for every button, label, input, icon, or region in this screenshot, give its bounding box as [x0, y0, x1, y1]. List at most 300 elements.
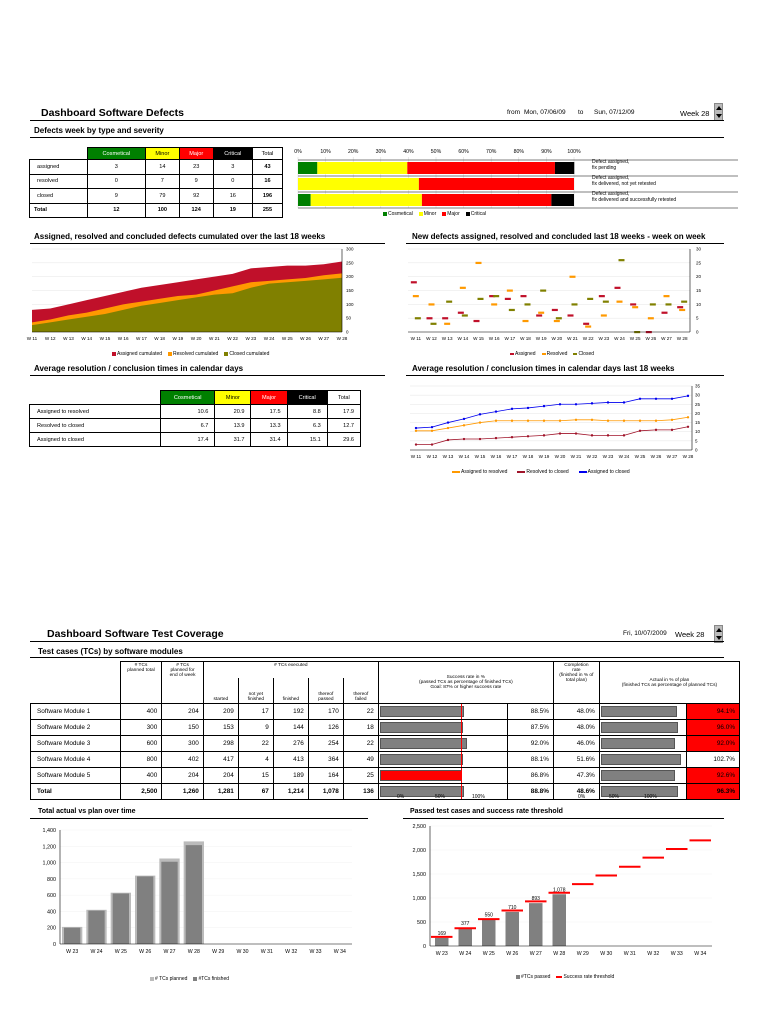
table-row: Software Module 3 600 300 298 22 276 254 22 92.0% 46.0% 92.0% — [31, 736, 740, 752]
bar-finished — [113, 894, 129, 944]
marker-assigned — [677, 306, 683, 308]
point — [463, 418, 465, 420]
defects-table — [29, 147, 283, 218]
point — [495, 410, 497, 412]
col-major: Major — [179, 148, 213, 160]
x-tick-label: W 14 — [81, 336, 93, 341]
avg-legend: Assigned to resolved Resolved to closed Assigned to closed — [452, 469, 636, 475]
x-tick-label: W 21 — [567, 336, 578, 341]
legend-actual-vs-plan: # TCs planned #TCs finished — [150, 976, 235, 982]
bar-passed — [506, 912, 520, 946]
note-assigned: Defect assigned, fix pending — [592, 159, 630, 171]
y-tick-label: 500 — [417, 920, 426, 926]
tick-label: 100% — [567, 149, 581, 155]
data-label: 169 — [437, 930, 446, 937]
point — [687, 426, 689, 428]
x-tick-label: W 17 — [506, 454, 518, 459]
table-row: Assigned to resolved 10.6 20.9 17.5 8.8 17.9 — [30, 405, 361, 419]
x-tick-label: W 11 — [410, 454, 422, 459]
pct-bar-major — [407, 162, 555, 174]
table-row: Software Module 2 300 150 153 9 144 126 18 87.5% 48.0% 96.0% — [31, 720, 740, 736]
point — [415, 427, 417, 429]
point — [543, 434, 545, 436]
marker-closed — [603, 301, 609, 303]
marker-assigned — [411, 281, 417, 283]
x-tick-label: W 25 — [482, 951, 495, 957]
table-row: closed 9 79 92 16 196 — [30, 189, 283, 204]
marker-closed — [431, 323, 437, 325]
section-avg-times: Average resolution / conclusion times in calendar days — [34, 364, 244, 373]
marker-closed — [415, 317, 421, 319]
table-row: Total 2,500 1,260 1,281 67 1,214 1,078 136 88.8% 48.6% 96.3% — [31, 784, 740, 800]
x-tick-label: W 23 — [598, 336, 610, 341]
y-tick-label: 250 — [346, 260, 354, 266]
y-tick-label: 20 — [696, 274, 702, 280]
marker-closed — [650, 303, 656, 305]
passed-threshold-chart — [400, 818, 718, 962]
y-tick-label: 50 — [346, 315, 352, 321]
marker-resolved — [444, 323, 450, 325]
week-on-week-chart — [400, 244, 718, 348]
section-week-on-week: New defects assigned, resolved and concluded last 18 weeks - week on week — [412, 232, 706, 241]
x-tick-label: W 30 — [236, 949, 249, 955]
marker-closed — [572, 303, 578, 305]
pct-bar-critical — [551, 194, 574, 206]
x-tick-label: W 24 — [263, 336, 275, 341]
x-tick-label: W 14 — [458, 454, 470, 459]
x-tick-label: W 25 — [629, 336, 641, 341]
x-tick-label: W 19 — [535, 336, 547, 341]
tick-label: 40% — [403, 149, 414, 155]
point — [575, 403, 577, 405]
x-tick-label: W 20 — [554, 454, 566, 459]
marker-assigned — [552, 309, 558, 311]
y-tick-label: 5 — [696, 315, 699, 321]
y-tick-label: 0 — [696, 329, 699, 335]
marker-resolved — [476, 262, 482, 264]
data-label: 377 — [461, 920, 470, 927]
avg-times-line-chart — [400, 380, 718, 462]
data-label: 550 — [484, 912, 493, 919]
x-tick-label: W 27 — [318, 336, 330, 341]
x-tick-label: W 20 — [551, 336, 563, 341]
avg-times-table: Cosmetical Minor Major Critical Total Assigned to resolved 10.6 20.9 17.5 8.8 17.9 Resolved to closed 6.7 13.9 13.3 6.3 12.7 Assigned to closed 17.4 31.7 31.4 15.1 29.6 — [29, 390, 361, 447]
y-tick-label: 20 — [695, 410, 701, 416]
x-tick-label: W 26 — [645, 336, 657, 341]
y-tick-label: 200 — [47, 925, 56, 932]
point — [447, 427, 449, 429]
point — [607, 401, 609, 403]
tick-label: 60% — [458, 149, 469, 155]
point — [591, 419, 593, 421]
point — [671, 429, 673, 431]
pct-bar-cosmetical — [298, 194, 311, 206]
success-bar — [378, 720, 507, 736]
point — [687, 395, 689, 397]
point — [687, 416, 689, 418]
x-tick-label: W 23 — [245, 336, 257, 341]
pct-bar-critical — [555, 162, 574, 174]
tick-label: 70% — [486, 149, 497, 155]
y-tick-label: 100 — [346, 301, 354, 307]
pct-bar-minor — [298, 178, 419, 190]
point — [495, 437, 497, 439]
point — [479, 413, 481, 415]
x-tick-label: W 29 — [212, 949, 225, 955]
actual-bar — [599, 752, 687, 768]
point — [639, 420, 641, 422]
x-tick-label: W 16 — [490, 454, 502, 459]
actual-axis-0: 0% — [578, 794, 586, 800]
marker-resolved — [632, 306, 638, 308]
col-total: Total — [252, 148, 282, 160]
x-tick-label: W 31 — [623, 951, 636, 957]
marker-closed — [540, 290, 546, 292]
point — [655, 398, 657, 400]
x-tick-label: W 15 — [474, 454, 486, 459]
x-tick-label: W 29 — [576, 951, 589, 957]
point — [607, 434, 609, 436]
y-tick-label: 15 — [696, 288, 702, 293]
x-tick-label: W 20 — [190, 336, 202, 341]
week-spinner[interactable] — [714, 103, 723, 121]
x-tick-label: W 27 — [661, 336, 672, 341]
y-tick-label: 25 — [695, 401, 701, 407]
x-tick-label: W 24 — [459, 951, 472, 957]
data-label: 893 — [531, 896, 540, 903]
col-critical: Critical — [213, 148, 252, 160]
y-tick-label: 2,000 — [412, 848, 426, 854]
x-tick-label: W 17 — [504, 336, 516, 341]
pct-bar-major — [422, 194, 551, 206]
section-defects-week: Defects week by type and severity — [34, 126, 164, 135]
point — [623, 434, 625, 436]
section-cumulated: Assigned, resolved and concluded defects cumulated over the last 18 weeks — [34, 232, 326, 241]
x-tick-label: W 23 — [66, 949, 79, 955]
point — [655, 420, 657, 422]
point — [479, 421, 481, 423]
marker-assigned — [662, 312, 668, 314]
marker-resolved — [601, 314, 607, 316]
defects-title: Dashboard Software Defects — [41, 107, 184, 119]
col-cosmetical: Cosmetical — [87, 148, 145, 160]
pct-bar-minor — [311, 194, 422, 206]
marker-assigned — [615, 287, 621, 289]
point — [655, 429, 657, 431]
point — [559, 420, 561, 422]
x-tick-label: W 27 — [666, 454, 678, 459]
point — [463, 438, 465, 440]
y-tick-label: 150 — [346, 288, 354, 293]
marker-assigned — [474, 320, 480, 322]
point — [543, 405, 545, 407]
y-tick-label: 1,000 — [42, 860, 56, 867]
x-tick-label: W 12 — [44, 336, 56, 341]
point — [623, 420, 625, 422]
y-tick-label: 1,400 — [42, 828, 56, 834]
tick-label: 10% — [320, 149, 331, 155]
actual-bar — [599, 768, 687, 784]
x-tick-label: W 21 — [570, 454, 582, 459]
actual-bar — [599, 704, 687, 720]
x-tick-label: W 21 — [208, 336, 220, 341]
y-tick-label: 0 — [53, 942, 56, 948]
x-tick-label: W 32 — [647, 951, 660, 957]
success-axis-50: 50% — [435, 794, 446, 800]
y-tick-label: 0 — [346, 329, 349, 335]
success-bar — [378, 768, 507, 784]
y-tick-label: 10 — [695, 429, 701, 435]
marker-closed — [462, 314, 468, 316]
point — [527, 435, 529, 437]
bar-finished — [64, 928, 80, 944]
x-tick-label: W 24 — [614, 336, 625, 341]
x-tick-label: W 33 — [670, 951, 683, 957]
actual-bar — [599, 736, 687, 752]
bar-passed — [435, 938, 449, 946]
bar-finished — [137, 876, 153, 944]
x-tick-label: W 15 — [473, 336, 484, 341]
section-avg-times-18w: Average resolution / conclusion times in calendar days last 18 weeks — [412, 364, 675, 373]
marker-assigned — [442, 317, 448, 319]
x-tick-label: W 26 — [650, 454, 662, 459]
x-tick-label: W 31 — [260, 949, 273, 955]
success-bar — [378, 704, 507, 720]
x-tick-label: W 34 — [333, 949, 346, 955]
marker-assigned — [458, 312, 464, 314]
coverage-date: Fri, 10/07/2009 — [623, 630, 667, 637]
x-tick-label: W 12 — [426, 454, 438, 459]
line-assigned-to-closed — [416, 396, 688, 428]
x-tick-label: W 16 — [488, 336, 500, 341]
marker-closed — [493, 295, 499, 297]
point — [479, 438, 481, 440]
bar-passed — [553, 894, 567, 946]
y-tick-label: 25 — [696, 260, 702, 266]
marker-closed — [666, 303, 672, 305]
marker-resolved — [554, 320, 560, 322]
y-tick-label: 1,500 — [412, 872, 426, 878]
marker-closed — [509, 309, 515, 311]
x-tick-label: W 22 — [582, 336, 594, 341]
table-row: Assigned to closed 17.4 31.7 31.4 15.1 29.6 — [30, 433, 361, 447]
point — [511, 420, 513, 422]
y-tick-label: 0 — [695, 447, 698, 453]
pct-bar-minor — [317, 162, 407, 174]
success-bar — [378, 752, 507, 768]
y-tick-label: 1,000 — [412, 896, 426, 902]
point — [431, 443, 433, 445]
x-tick-label: W 17 — [136, 336, 147, 341]
marker-closed — [446, 301, 452, 303]
table-row: Total 12 100 124 19 255 — [30, 203, 283, 218]
marker-closed — [681, 301, 687, 303]
x-tick-label: W 34 — [694, 951, 707, 957]
marker-assigned — [599, 295, 605, 297]
marker-assigned — [427, 317, 433, 319]
point — [671, 419, 673, 421]
marker-resolved — [507, 290, 513, 292]
severity-percent-chart — [288, 146, 740, 222]
coverage-table: # TCs planned total # TCs planned for end of week # TCs executed Success rate in % (passed TCs as percentage of finished TCs) Goal: 87% or higher success rate Completion rate (finished in % of total plan) Actual in % of plan (finished TCs as percentage of planned TCs) started not yet finished finished thereof passed thereof failed Software Module 1 400 204 209 17 192 170 22 88.5% 48.0% 94.1% Software Module 2 300 150 153 9 144 126 18 87.5% 48.0% 96.0% Software Module 3 600 300 298 22 276 254 22 92.0% 46.0% 92.0% Software Module 4 800 402 417 4 413 364 49 88.1% 51.6% 102.7% Software Module 5 400 204 204 15 189 164 25 86.8% 47.3% 92.6% Total 2,500 1,260 1,281 67 1,214 1,078 136 88.8% 48.6% 96.3% — [30, 661, 740, 800]
point — [511, 436, 513, 438]
marker-assigned — [630, 303, 636, 305]
marker-resolved — [664, 295, 670, 297]
y-tick-label: 800 — [47, 876, 56, 883]
x-tick-label: W 18 — [154, 336, 166, 341]
cumulated-area-chart — [20, 244, 360, 348]
section-actual-vs-plan: Total actual vs plan over time — [38, 808, 136, 815]
y-tick-label: 10 — [696, 301, 702, 307]
note-resolved: Defect assigned, fix delivered, not yet retested — [592, 175, 656, 187]
marker-assigned — [505, 298, 511, 300]
x-tick-label: W 26 — [300, 336, 311, 341]
wow-legend: Assigned Resolved Closed — [510, 351, 600, 357]
point — [447, 439, 449, 441]
y-tick-label: 200 — [346, 274, 354, 280]
table-row: Software Module 4 800 402 417 4 413 364 49 88.1% 51.6% 102.7% — [31, 752, 740, 768]
x-tick-label: W 14 — [457, 336, 469, 341]
x-tick-label: W 28 — [336, 336, 348, 341]
marker-assigned — [536, 314, 542, 316]
x-tick-label: W 18 — [520, 336, 531, 341]
x-tick-label: W 28 — [682, 454, 694, 459]
from-label: from — [507, 109, 520, 116]
x-tick-label: W 22 — [586, 454, 598, 459]
x-tick-label: W 18 — [522, 454, 534, 459]
x-tick-label: W 25 — [281, 336, 293, 341]
table-row: resolved 0 7 9 0 16 — [30, 174, 283, 189]
marker-closed — [525, 303, 531, 305]
to-date: Sun, 07/12/09 — [594, 109, 635, 116]
section-passed-threshold: Passed test cases and success rate threshold — [410, 808, 563, 815]
y-tick-label: 30 — [696, 246, 702, 252]
x-tick-label: W 28 — [187, 949, 200, 955]
point — [415, 430, 417, 432]
point — [527, 407, 529, 409]
point — [639, 430, 641, 432]
x-tick-label: W 24 — [90, 949, 103, 955]
x-tick-label: W 13 — [442, 454, 454, 459]
point — [431, 426, 433, 428]
point — [623, 401, 625, 403]
marker-closed — [587, 298, 593, 300]
point — [527, 420, 529, 422]
x-tick-label: W 33 — [309, 949, 322, 955]
point — [671, 398, 673, 400]
point — [463, 424, 465, 426]
actual-axis-50: 50% — [609, 794, 620, 800]
tick-label: 20% — [348, 149, 359, 155]
line-resolved-to-closed — [416, 427, 688, 445]
point — [607, 420, 609, 422]
note-closed: Defect assigned, fix delivered and successfully retested — [592, 191, 677, 203]
x-tick-label: W 26 — [139, 949, 152, 955]
marker-closed — [478, 298, 484, 300]
table-row: Software Module 1 400 204 209 17 192 170 22 88.5% 48.0% 94.1% — [31, 704, 740, 720]
cum-legend: Assigned cumulated Resolved cumulated Closed cumulated — [112, 351, 275, 357]
marker-resolved — [460, 287, 466, 289]
tick-label: 0% — [294, 149, 302, 155]
x-tick-label: W 25 — [114, 949, 127, 955]
x-tick-label: W 19 — [538, 454, 550, 459]
y-tick-label: 30 — [695, 392, 701, 398]
point — [591, 402, 593, 404]
y-tick-label: 5 — [695, 438, 698, 444]
x-tick-label: W 32 — [285, 949, 298, 955]
point — [415, 443, 417, 445]
actual-vs-plan-chart — [20, 822, 360, 962]
col-minor: Minor — [145, 148, 179, 160]
x-tick-label: W 30 — [600, 951, 613, 957]
y-tick-label: 2,500 — [412, 824, 426, 830]
point — [575, 419, 577, 421]
x-tick-label: W 11 — [410, 336, 422, 341]
table-row: assigned 3 14 23 3 43 — [30, 160, 283, 175]
x-tick-label: W 27 — [529, 951, 542, 957]
coverage-week-label: Week 28 — [675, 630, 705, 639]
x-tick-label: W 24 — [618, 454, 630, 459]
marker-resolved — [491, 303, 497, 305]
x-tick-label: W 11 — [26, 336, 38, 341]
y-tick-label: 300 — [346, 246, 354, 252]
x-tick-label: W 23 — [435, 951, 448, 957]
success-axis-100: 100% — [472, 794, 485, 800]
table-row: Resolved to closed 6.7 13.9 13.3 6.3 12.7 — [30, 419, 361, 433]
point — [431, 430, 433, 432]
legend-passed-threshold: #TCs passed Success rate threshold — [516, 974, 620, 980]
bar-passed — [459, 928, 473, 946]
from-date: Mon, 07/06/09 — [524, 109, 566, 116]
x-tick-label: W 23 — [602, 454, 614, 459]
point — [447, 421, 449, 423]
point — [511, 408, 513, 410]
y-tick-label: 400 — [47, 909, 56, 916]
marker-resolved — [617, 301, 623, 303]
point — [559, 403, 561, 405]
line-assigned-to-resolved — [416, 417, 688, 431]
coverage-title: Dashboard Software Test Coverage — [47, 628, 224, 640]
pct-bar-major — [419, 178, 574, 190]
pct-bar-cosmetical — [298, 162, 317, 174]
bar-finished — [88, 911, 104, 944]
marker-resolved — [429, 303, 435, 305]
x-tick-label: W 25 — [634, 454, 646, 459]
table-row: Software Module 5 400 204 204 15 189 164 25 86.8% 47.3% 92.6% — [31, 768, 740, 784]
marker-resolved — [648, 317, 654, 319]
x-tick-label: W 28 — [553, 951, 566, 957]
success-bar — [378, 736, 507, 752]
y-tick-label: 600 — [47, 893, 56, 900]
pct-legend: Cosmetical Minor Major Critical — [383, 211, 492, 217]
section-test-cases: Test cases (TCs) by software modules — [38, 647, 183, 656]
y-tick-label: 35 — [695, 383, 701, 389]
marker-resolved — [570, 276, 576, 278]
tick-label: 50% — [430, 149, 442, 155]
x-tick-label: W 16 — [117, 336, 129, 341]
x-tick-label: W 12 — [426, 336, 437, 341]
point — [591, 434, 593, 436]
x-tick-label: W 22 — [227, 336, 238, 341]
x-tick-label: W 26 — [506, 951, 519, 957]
point — [495, 420, 497, 422]
marker-resolved — [679, 309, 685, 311]
y-tick-label: 0 — [423, 944, 426, 950]
data-label: 1,078 — [552, 887, 566, 894]
tick-label: 80% — [513, 149, 524, 155]
bar-passed — [529, 903, 543, 946]
bar-passed — [482, 920, 496, 946]
